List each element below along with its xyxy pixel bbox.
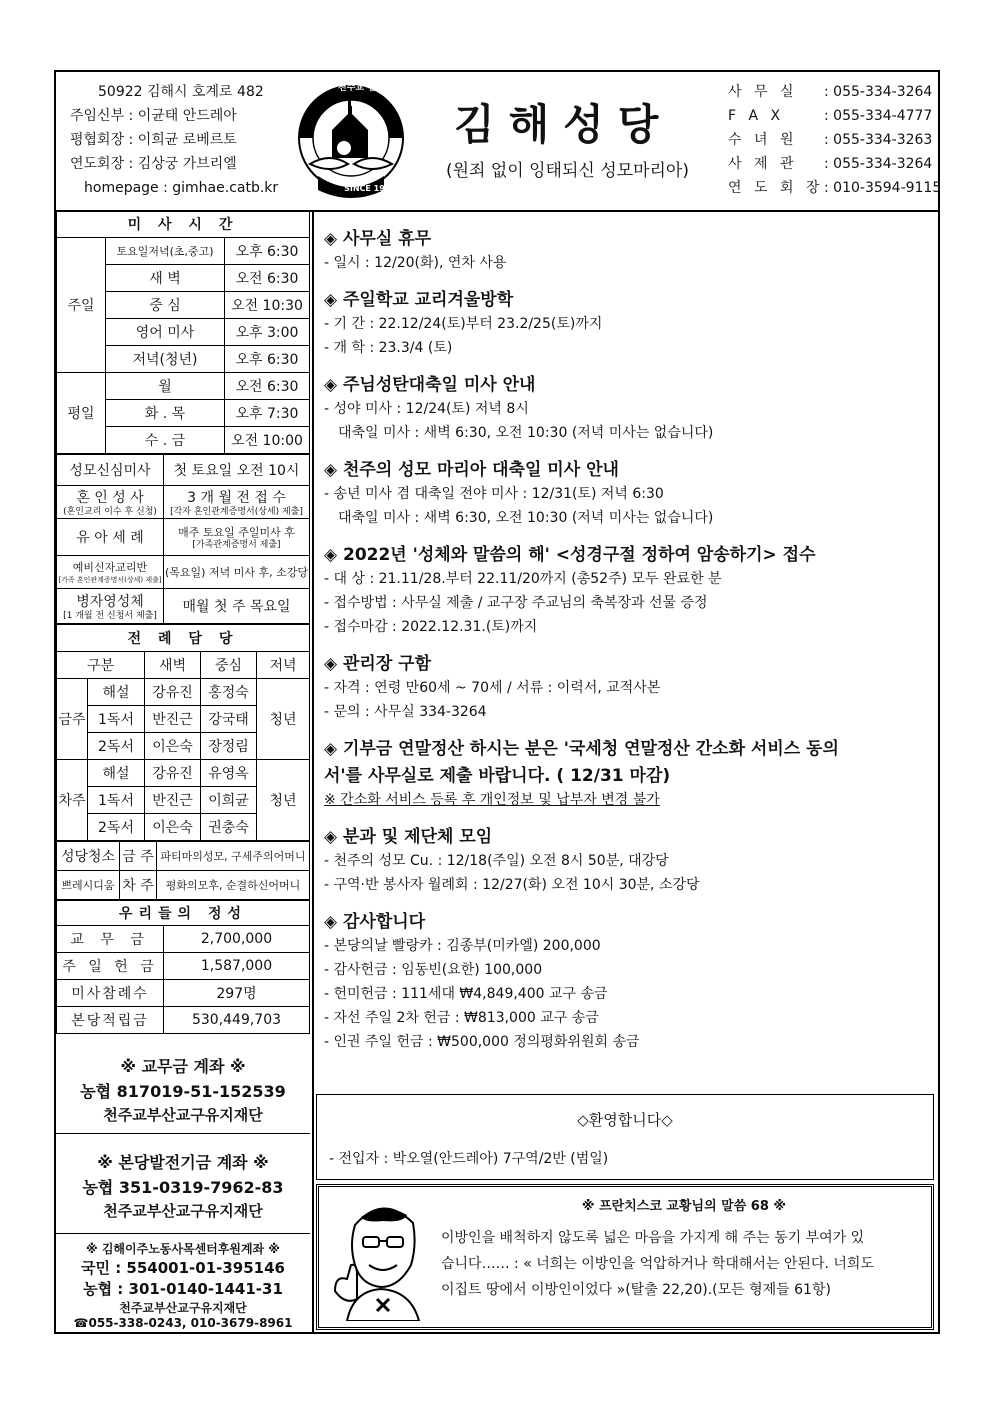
parish-subtitle: (원죄 없이 잉태되신 성모마리아) [446,161,689,181]
pope-quote-title: ※ 프란치스코 교황님의 말씀 68 ※ [581,1199,787,1214]
account-3: ※ 김해이주노동사목센터후원계좌 ※ 국민 : 554001-01-395146 농협 : 301-0140-1441-31 천주교부산교구유지재단 ☎055-338-0243, 010-3679-8961 [73,1242,293,1330]
news-item: ◈ 기부금 연말정산 하시는 분은 '국세청 연말정산 간소화 서비스 동의 서'를 사무실로 제출 바랍니다. ( 12/31 마감) ※ 간소화 서비스 등록 후 개인정보 및 납부자 변경 불가 [324,739,839,808]
account-2: ※ 본당발전기금 계좌 ※ 농협 351-0319-7962-83 천주교부산교구유지재단 [56,1136,310,1234]
contacts [728,80,941,200]
welcome-title: ◇환영합니다◇ [577,1111,673,1129]
pastor: 주임신부 : 이균태 안드레아 [70,108,237,124]
logo-text: 천주교 김해성당 [338,83,402,93]
pope-cartoon-icon [333,1195,433,1321]
youth-president: 연도회장 : 김상궁 가브리엘 [70,156,237,172]
news-item: ◈ 주일학교 교리겨울방학 - 기 간 : 22.12/24(토)부터 23.2/25(토)까지 - 개 학 : 23.3/4 (토) [324,290,603,356]
news-item: ◈ 2022년 '성체와 말씀의 해' <성경구절 정하여 암송하기> 접수 - 대 상 : 21.11/28.부터 22.11/20까지 (총52주) 모두 완료한 분 - 접수방법 : 사무실 제출 / 교구장 주교님의 축복장과 선물 증정 - 접수마감 : 2022.12.31.(토)까지 [324,545,816,635]
news-list [324,224,936,1054]
mass-heading: 미 사 시 간 [57,211,310,238]
logo-since: SINCE 1959 [344,184,396,193]
contact-row: F A X : 055-334-4777 [728,108,933,124]
welcome-line: - 전입자 : 박오열(안드레아) 7구역/2반 (범일) [329,1151,609,1167]
header [56,72,942,212]
council-president: 평협회장 : 이희균 로베르토 [70,132,237,148]
cleaning-table: 성당청소 금 주 파티마의성모, 구세주의어머니 쁘레시디움 차 주 평화의모후, 순결하신어머니 [56,841,310,900]
sunday-label: 주일 [57,238,106,373]
weekday-label: 평일 [57,373,106,454]
header-info [70,80,278,200]
account-1: ※ 교무금 계좌 ※ 농협 817019-51-152539 천주교부산교구유지재단 [56,1046,310,1134]
left-column [56,210,314,1334]
news-item: ◈ 감사합니다 - 본당의날 빨랑카 : 김종부(미카엘) 200,000 - 감사헌금 : 임동빈(요한) 100,000 - 헌미헌금 : 111세대 ₩4,849,400 교구 송금 - 자선 주일 2차 헌금 : ₩813,000 교구 송금 - 인권 주일 헌금 : ₩500,000 정의평화위원회 송금 [324,912,640,1050]
liturgy-table: 전 례 담 당 구분 새벽 중심 저녁 금주 해설 강유진 홍정숙 청년 1독서 반진근 강국태 2독서 이은숙 장정림 차주 해설 강유진 유영옥 청년 1독서 반진근 이희균 2독서 이은숙 권충숙 [56,624,310,841]
parish-title: 김해성당 [454,100,673,149]
news-item: ◈ 주님성탄대축일 미사 안내 - 성야 미사 : 12/24(토) 저녁 8시 대축일 미사 : 새벽 6:30, 오전 10:30 (저녁 미사는 없습니다) [324,375,714,441]
welcome-box [316,1094,934,1180]
news-item: ◈ 관리장 구함 - 자격 : 연령 만60세 ~ 70세 / 서류 : 이력서, 교적사본 - 문의 : 사무실 334-3264 [324,654,661,720]
homepage: homepage : gimhae.catb.kr [84,180,279,196]
contact-row: 사 무 실 : 055-334-3264 [728,84,933,100]
pope-quote-box [316,1184,934,1330]
sacrament-table: 성모신심미사 첫 토요일 오전 10시 혼 인 성 사 (혼인교리 이수 후 신청) 3 개 월 전 접 수 [각자 혼인관계증명서(상세) 제출] 유 아 세 례 매주 토요일 주일미사 후 [가족관계증명서 제출] 예비신자교리반 [가족 혼인관계증명서(상세) 제출] (목요일) 저녁 미사 후, 소강당 병자영성체 [1 개월 전 신청서 제출] 매월 첫 주 목요일 [56,454,310,624]
bulletin-frame [54,70,940,1334]
offering-table: 우리들의 정성 교 무 금 2,700,000 주 일 헌 금 1,587,000 미사참례수 297명 본당적립금 530,449,703 [56,900,310,1034]
news-item: ◈ 분과 및 제단체 모임 - 천주의 성모 Cu. : 12/18(주일) 오전 8시 50분, 대강당 - 구역·반 봉사자 월례회 : 12/27(화) 오전 10시 30분, 소강당 [324,827,700,893]
contact-row: 사 제 관 : 055-334-3264 [728,156,933,172]
mass-schedule-table: 미 사 시 간 주일 토요일저녁(초,중고) 오후 6:30 새 벽 오전 6:30 중 심 오전 10:30 영어 미사 오후 3:00 저녁(청년) 오후 6:30 평일 월 오전 6:30 화 . 목 오후 7:30 수 . 금 오전 10:00 [56,210,310,454]
address: 50922 김해시 호계로 482 [98,84,264,100]
contact-row: 연 도 회 장 : 010-3594-9115 [728,180,942,196]
contact-row: 수 녀 원 : 055-334-3263 [728,132,933,148]
pope-quote-text: 이방인을 배척하지 않도록 넓은 마음을 가지게 해 주는 동기 부여가 있 습니다…… : « 너희는 이방인을 억압하거나 학대해서는 안된다. 너희도 이집트 땅에서 이방인이었다 »(탈출 22,20).(모든 형제들 61항) [441,1230,874,1298]
news-item: ◈ 사무실 휴무 - 일시 : 12/20(화), 연차 사용 [324,229,507,271]
news-item: ◈ 천주의 성모 마리아 대축일 미사 안내 - 송년 미사 겸 대축일 전야 미사 : 12/31(토) 저녁 6:30 대축일 미사 : 새벽 6:30, 오전 10:30 (저녁 미사는 없습니다) [324,460,714,526]
